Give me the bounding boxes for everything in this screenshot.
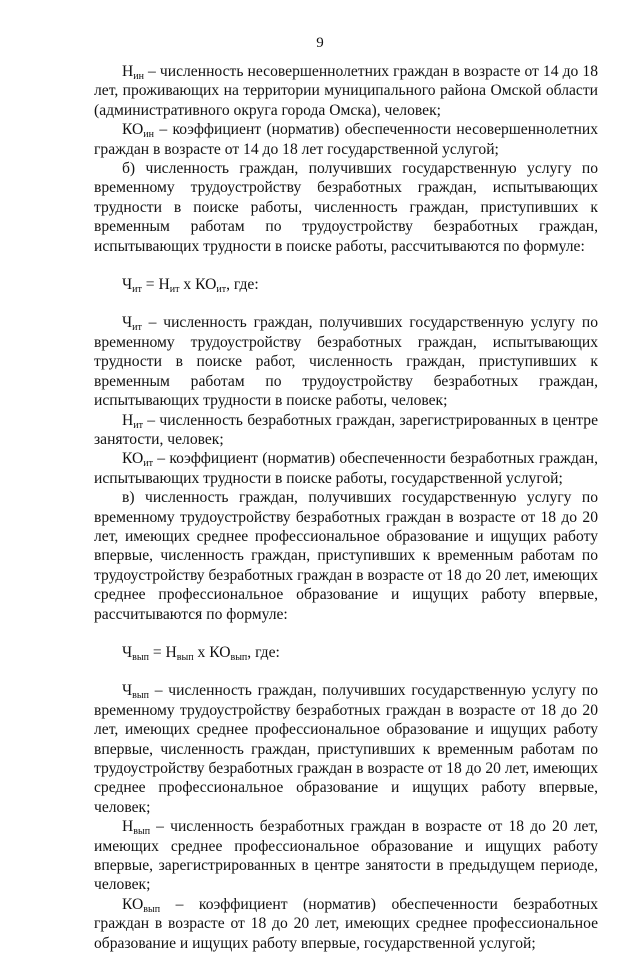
- definition-text: – коэффициент (норматив) обеспеченности безработных граждан в возрасте от 18 до 20 лет, имеющих среднее профессиональное образование и ищущих работу впервые, государственной услугой;: [94, 895, 598, 952]
- symbol: КО: [122, 895, 144, 913]
- page-number: 9: [316, 35, 324, 51]
- definition-text: – численность безработных граждан, зарегистрированных в центре занятости, человек;: [94, 411, 598, 448]
- formula-vyp: [94, 643, 598, 662]
- definition-text: – численность безработных граждан в возрасте от 18 до 20 лет, имеющих среднее профессиональное образование и ищущих работу впервые, зарегистрированных в центре занятости в предыдущем периоде, человек;: [94, 818, 598, 894]
- definition-n-it: [94, 411, 598, 450]
- definition-text: – коэффициент (норматив) обеспеченности безработных граждан, испытывающих трудности в поиске работы, государственной услугой;: [94, 450, 598, 487]
- definition-ko-vyp: [94, 895, 598, 953]
- definition-ko-it: [94, 449, 598, 488]
- symbol: Н: [122, 63, 134, 80]
- symbol-subscript: ит: [132, 322, 142, 334]
- symbol: КО: [122, 450, 144, 468]
- symbol-subscript: вып: [143, 903, 161, 915]
- document-body: [94, 62, 598, 953]
- definition-ch-it: [94, 313, 598, 410]
- formula-subscript: ит: [169, 284, 180, 296]
- symbol: Ч: [122, 314, 133, 332]
- formula-part: = Н: [148, 643, 177, 661]
- definition-ch-vyp: [94, 681, 598, 817]
- formula-subscript: вып: [176, 651, 194, 663]
- formula-subscript: ит: [216, 284, 227, 296]
- formula-part: , где:: [247, 643, 280, 661]
- symbol: Н: [122, 411, 134, 429]
- formula-subscript: ит: [132, 284, 142, 296]
- definition-n-in: [94, 62, 598, 120]
- symbol: Ч: [122, 682, 133, 700]
- formula-part: х КО: [193, 643, 231, 661]
- formula-subscript: вып: [230, 651, 248, 663]
- symbol-subscript: ит: [133, 419, 143, 431]
- symbol: Н: [122, 818, 134, 836]
- formula-part: = Н: [141, 276, 170, 294]
- clause-b: б) численность граждан, получивших государственную услугу по временному трудоустройству безработных граждан, испытывающих трудности в поиске работы, численность граждан, приступивших к временным работам по трудоустройству безработных граждан, испытывающих трудности в поиске работы, рассчитываются по формуле:: [94, 160, 598, 255]
- symbol-subscript: ин: [143, 129, 154, 141]
- symbol-subscript: вып: [132, 690, 149, 702]
- symbol-subscript: ит: [143, 458, 154, 470]
- definition-text: – численность граждан, получивших государственную услугу по временному трудоустройству безработных граждан в возрасте от 18 до 20 лет, имеющих среднее профессиональное образование и ищущих работу впервые, численность граждан, приступивших к временным работам по трудоустройству безработных граждан в возрасте от 18 до 20 лет, имеющих среднее профессиональное образование и ищущих работу впервые, человек;: [94, 682, 598, 816]
- definition-text: – численность несовершеннолетних граждан в возрасте от 14 до 18 лет, проживающих на территории муниципального района Омской области (административного округа города Омска), человек;: [94, 63, 598, 119]
- formula-it: [94, 275, 598, 294]
- symbol-subscript: ин: [133, 71, 144, 82]
- definition-n-vyp: [94, 817, 598, 895]
- definition-ko-in: [94, 120, 598, 159]
- definition-text: – численность граждан, получивших государственную услугу по временному трудоустройству безработных граждан, испытывающих трудности в поиске работ, численность граждан, приступивших к временным работам по трудоустройству безработных граждан, испытывающих трудности в поиске работы, человек;: [94, 314, 598, 410]
- clause-v: в) численность граждан, получивших государственную услугу по временному трудоустройству безработных граждан в возрасте от 18 до 20 лет, имеющих среднее профессиональное образование и ищущих работу впервые, численность граждан, приступивших к временным работам по трудоустройству безработных граждан в возрасте от 18 до 20 лет, имеющих среднее профессиональное образование и ищущих работу впервые, рассчитываются по формуле:: [94, 489, 598, 623]
- definition-text: – коэффициент (норматив) обеспеченности несовершеннолетних граждан в возрасте от 14 до 18 лет государственной услугой;: [94, 121, 598, 158]
- formula-part: х КО: [179, 276, 217, 294]
- formula-part: Ч: [122, 276, 133, 294]
- formula-subscript: вып: [132, 651, 149, 663]
- symbol-subscript: вып: [133, 826, 151, 838]
- formula-part: , где:: [226, 276, 259, 294]
- formula-part: Ч: [122, 643, 133, 661]
- symbol: КО: [122, 121, 144, 139]
